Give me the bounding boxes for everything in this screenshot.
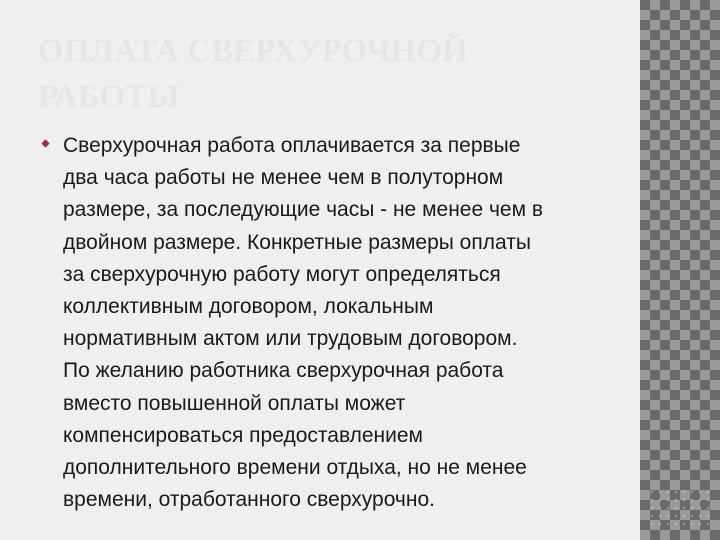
slide-title: ОПЛАТА СВЕРХУРОЧНОЙ РАБОТЫ xyxy=(38,33,468,115)
decorative-side-panel xyxy=(640,0,720,540)
bullet-item xyxy=(42,130,602,516)
bullet-text: Сверхурочная работа оплачивается за первые два часа работы не менее чем в полуторном размере, за последующие часы - не менее чем в двойном размере. Конкретные размеры оплаты за сверхурочную работу могут определяться коллективным договором, локальным нормативным актом или трудовым договором. По желанию работника сверхурочная работа вместо повышенной оплаты может компенсироваться предоставлением дополнительного времени отдыха, но не менее времени, отработанного сверхурочно. xyxy=(63,134,544,512)
decorative-dots xyxy=(648,488,712,528)
slide-content xyxy=(42,130,602,516)
bullet-marker-icon xyxy=(41,139,49,147)
